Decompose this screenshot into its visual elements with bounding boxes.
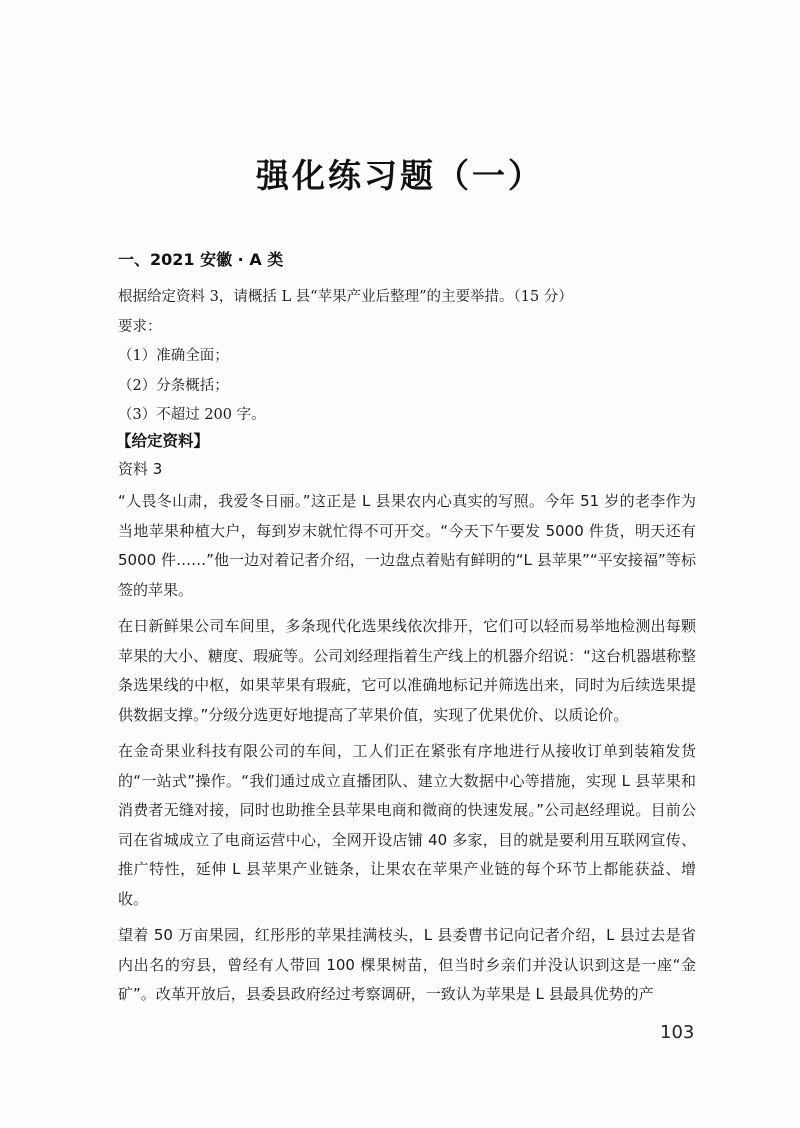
requirements-label: 要求： <box>118 318 162 335</box>
section-heading: 一、2021 安徽 · A 类 <box>118 250 284 269</box>
material-paragraph: 在日新鲜果公司车间里，多条现代化选果线依次排开，它们可以轻而易举地检测出每颗苹果的大小、糖度、瑕疵等。公司刘经理指着生产线上的机器介绍说：“这台机器堪称整条选果线的中枢，如果苹果有瑕疵，它可以准确地标记并筛选出来，同时为后续选果提供数据支撑。”分级分选更好地提高了苹果价值，实现了优果优价、以质论价。 <box>118 617 696 724</box>
given-materials-heading: 【给定资料】 <box>116 432 210 450</box>
material-paragraph: 望着 50 万亩果园，红彤彤的苹果挂满枝头，L 县委曹书记向记者介绍，L 县过去是省内出名的穷县，曾经有人带回 100 棵果树苗，但当时乡亲们并没认识到这是一座“金矿”。改革开放后，县委县政府经过考察调研，一致认为苹果是 L 县最具优势的产 <box>118 926 696 1003</box>
requirement-item: （3）不超过 200 字。 <box>118 407 266 423</box>
material-label: 资料 3 <box>118 460 163 478</box>
page-number: 103 <box>660 1022 695 1043</box>
requirement-item: （1）准确全面； <box>118 348 229 364</box>
requirement-item: （2）分条概括； <box>118 377 229 394</box>
page-title: 强化练习题（一） <box>256 156 544 195</box>
material-paragraph: “人畏冬山肃，我爱冬日丽。”这正是 L 县果农内心真实的写照。今年 51 岁的老李作为当地苹果种植大户，每到岁末就忙得不可开交。“今天下午要发 5000 件货，明天还有 5000 件……”他一边对着记者介绍，一边盘点着贴有鲜明的“L 县苹果”“平安接福”等标签的苹果。 <box>118 492 696 599</box>
question-prompt: 根据给定资料 3，请概括 L 县“苹果产业后整理”的主要举措。（15 分） <box>118 289 573 305</box>
material-paragraph: 在金奇果业科技有限公司的车间，工人们正在紧张有序地进行从接收订单到装箱发货的“一站式”操作。“我们通过成立直播团队、建立大数据中心等措施，实现 L 县苹果和消费者无缝对接，同时也助推全县苹果电商和微商的快速发展。”公司赵经理说。目前公司在省城成立了电商运营中心，全网开设店铺 40 多家，目的就是要利用互联网宣传、推广特性，延伸 L 县苹果产业链条，让果农在苹果产业链的每个环节上都能获益、增收。 <box>118 742 696 908</box>
material-body <box>118 487 696 1017</box>
question-block <box>118 283 698 431</box>
